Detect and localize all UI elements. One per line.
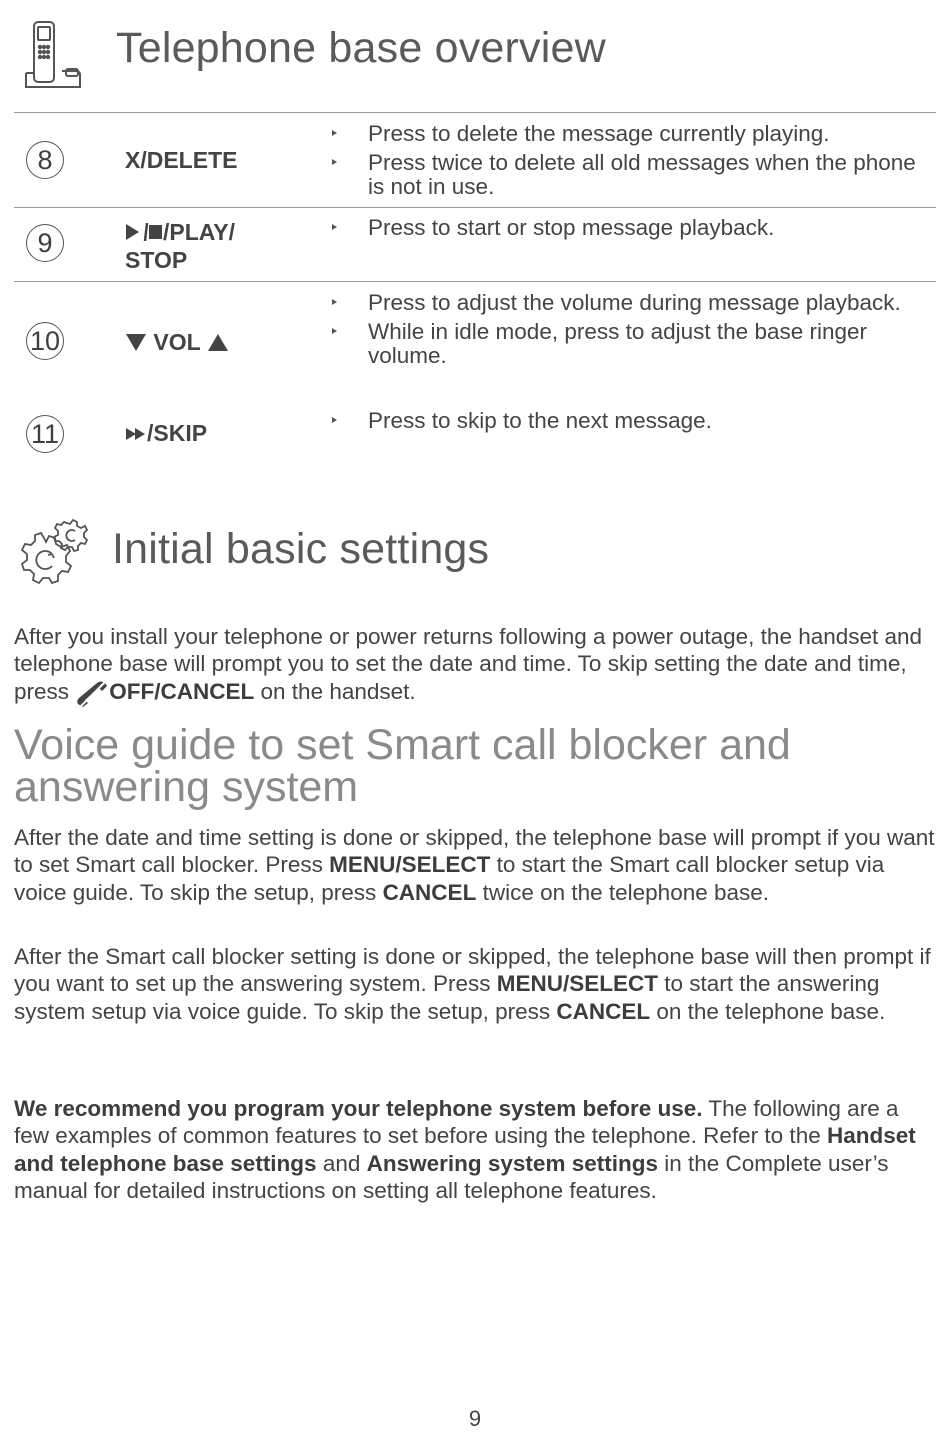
bullet-list (330, 409, 930, 438)
control-row-volume (14, 282, 936, 397)
key-label-text: /SKIP (147, 420, 208, 446)
bullet-list (330, 216, 930, 245)
text-run: After the date and time setting is done or skipped, the telephone base will prompt if you want to set Smart call blocker. Press (14, 825, 935, 878)
text-run: and (316, 1150, 367, 1176)
text-run: on the telephone base. (650, 998, 886, 1024)
key-cancel: CANCEL (556, 998, 651, 1024)
text-run: twice on the telephone base. (476, 879, 770, 905)
bullet-list (330, 291, 930, 373)
key-cancel: CANCEL (382, 879, 477, 905)
key-label (125, 419, 207, 447)
bullet-item: Press to skip to the next message. (330, 409, 930, 434)
handset-off-icon (75, 679, 109, 707)
callout-number: 10 (26, 322, 64, 360)
text-run: After the Smart call blocker setting is done or skipped, the telephone base will then prompt if you want to set up the answering system. Press (14, 944, 931, 997)
gears-icon (18, 518, 90, 594)
control-row-play-stop (14, 208, 936, 282)
section-title-voice-guide: Voice guide to set Smart call blocker and answering system (14, 721, 791, 811)
text-run: on the handset. (254, 678, 416, 704)
skip-icon (125, 426, 147, 442)
callout-number: 11 (26, 415, 64, 453)
text-run: to start the Smart call blocker setup via voice guide. To skip the setup, press (14, 852, 885, 905)
text-run: After you install your telephone or power returns following a power outage, the handset and telephone base will prompt you to set the date and time. To skip setting the date and time, press (14, 624, 923, 704)
paragraph-initial-settings (14, 623, 939, 707)
key-label (125, 218, 235, 274)
callout-number: 8 (26, 141, 64, 179)
key-label-line1: /PLAY/ (163, 219, 236, 245)
section-title-initial-basic-settings: Initial basic settings (112, 525, 490, 573)
volume-up-icon (207, 332, 229, 352)
bullet-list (330, 122, 930, 204)
play-stop-icon (125, 222, 163, 242)
key-label-line2: STOP (125, 247, 188, 273)
recommendation-lead: We recommend you program your telephone system before use. (14, 1096, 703, 1121)
bullet-item: Press twice to delete all old messages when the phone is not in use. (330, 151, 930, 200)
paragraph-recommendation (14, 1095, 939, 1204)
control-row-delete (14, 113, 936, 208)
key-label: X/DELETE (125, 147, 238, 173)
key-off-cancel: OFF/CANCEL (109, 678, 255, 704)
key-label (125, 328, 229, 356)
key-menu-select: MENU/SELECT (496, 971, 658, 997)
key-menu-select: MENU/SELECT (329, 852, 491, 878)
bullet-item: Press to start or stop message playback. (330, 216, 930, 241)
bullet-item: Press to delete the message currently playing. (330, 122, 930, 147)
telephone-base-icon (22, 17, 84, 91)
bullet-item: Press to adjust the volume during message playback. (330, 291, 930, 316)
paragraph-smart-call-blocker (14, 824, 939, 906)
paragraph-answering-system (14, 943, 939, 1025)
reference-handset-settings: Handset and telephone base settings (14, 1123, 916, 1176)
volume-down-icon (125, 332, 147, 352)
section-title-telephone-base-overview: Telephone base overview (116, 24, 606, 72)
key-label-text: VOL (153, 329, 201, 355)
text-run: in the Complete user’s manual for detailed instructions on setting all telephone features. (14, 1150, 889, 1203)
reference-answering-settings: Answering system settings (366, 1150, 658, 1176)
page-number: 9 (468, 1406, 482, 1431)
control-row-skip (14, 397, 936, 467)
callout-number: 9 (26, 224, 64, 262)
text-run: to start the answering system setup via voice guide. To skip the setup, press (14, 971, 880, 1024)
bullet-item: While in idle mode, press to adjust the base ringer volume. (330, 320, 930, 369)
text-run: The following are a few examples of common features to set before using the telephone. Refer to the (14, 1096, 899, 1149)
